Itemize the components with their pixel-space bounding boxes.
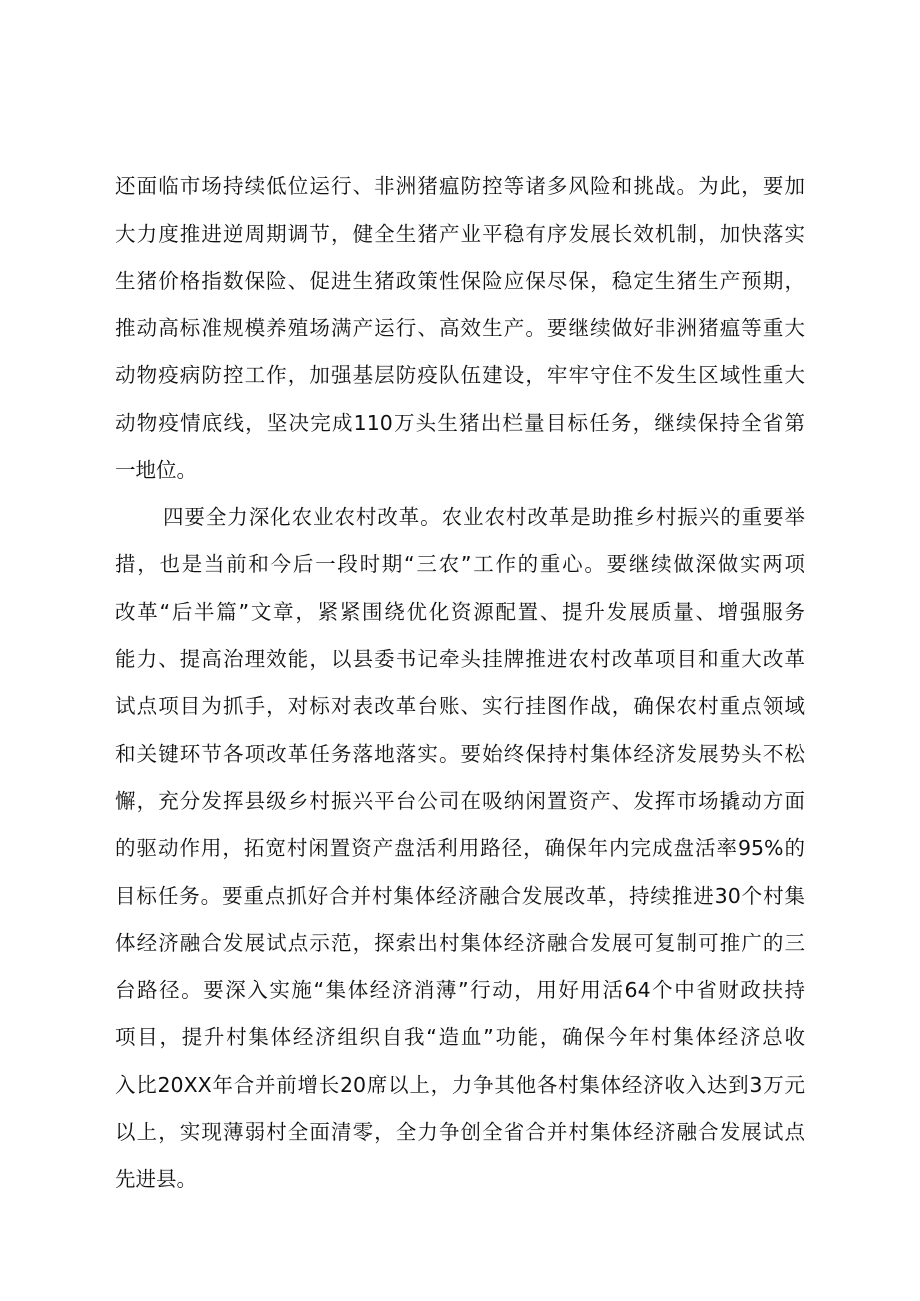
paragraph-2-line-7: 懈，充分发挥县级乡村振兴平台公司在吸纳闲置资产、发挥市场撬动方面 — [115, 789, 805, 813]
paragraph-1-line-3: 生猪价格指数保险、促进生猪政策性保险应保尽保，稳定生猪生产预期， — [115, 269, 805, 293]
paragraph-2-line-9: 目标任务。要重点抓好合并村集体经济融合发展改革，持续推进30个村集 — [115, 884, 805, 908]
paragraph-2-line-6: 和关键环节各项改革任务落地落实。要始终保持村集体经济发展势头不松 — [115, 742, 805, 766]
paragraph-2-line-2: 措，也是当前和今后一段时期“三农”工作的重心。要继续做深做实两项 — [115, 552, 805, 576]
paragraph-2-line-14: 以上，实现薄弱村全面清零，全力争创全省合并村集体经济融合发展试点 — [115, 1120, 805, 1144]
paragraph-1-line-6: 动物疫情底线，坚决完成110万头生猪出栏量目标任务，继续保持全省第 — [115, 411, 805, 435]
paragraph-2-line-4: 能力、提高治理效能，以县委书记牵头挂牌推进农村改革项目和重大改革 — [115, 647, 805, 671]
paragraph-2-line-5: 试点项目为抓手，对标对表改革台账、实行挂图作战，确保农村重点领域 — [115, 694, 805, 718]
paragraph-1-line-4: 推动高标准规模养殖场满产运行、高效生产。要继续做好非洲猪瘟等重大 — [115, 316, 805, 340]
paragraph-2-line-15: 先进县。 — [115, 1167, 197, 1191]
paragraph-2-line-8: 的驱动作用，拓宽村闲置资产盘活利用路径，确保年内完成盘活率95%的 — [115, 836, 805, 860]
paragraph-1-line-1: 还面临市场持续低位运行、非洲猪瘟防控等诸多风险和挑战。为此，要加 — [115, 174, 805, 198]
paragraph-2-line-10: 体经济融合发展试点示范，探索出村集体经济融合发展可复制可推广的三 — [115, 931, 805, 955]
paragraph-2-line-3: 改革“后半篇”文章，紧紧围绕优化资源配置、提升发展质量、增强服务 — [115, 600, 805, 624]
paragraph-1-line-7: 一地位。 — [115, 458, 197, 482]
paragraph-2-line-12: 项目，提升村集体经济组织自我“造血”功能，确保今年村集体经济总收 — [115, 1025, 805, 1049]
paragraph-2-line-1: 四要全力深化农业农村改革。农业农村改革是助推乡村振兴的重要举 — [163, 505, 805, 529]
paragraph-1-line-5: 动物疫病防控工作，加强基层防疫队伍建设，牢牢守住不发生区域性重大 — [115, 363, 805, 387]
paragraph-1-line-2: 大力度推进逆周期调节，健全生猪产业平稳有序发展长效机制，加快落实 — [115, 222, 805, 246]
paragraph-2-line-11: 台路径。要深入实施“集体经济消薄”行动，用好用活64个中省财政扶持 — [115, 978, 805, 1002]
paragraph-2-line-13: 入比20XX年合并前增长20席以上，力争其他各村集体经济收入达到3万元 — [115, 1073, 805, 1097]
